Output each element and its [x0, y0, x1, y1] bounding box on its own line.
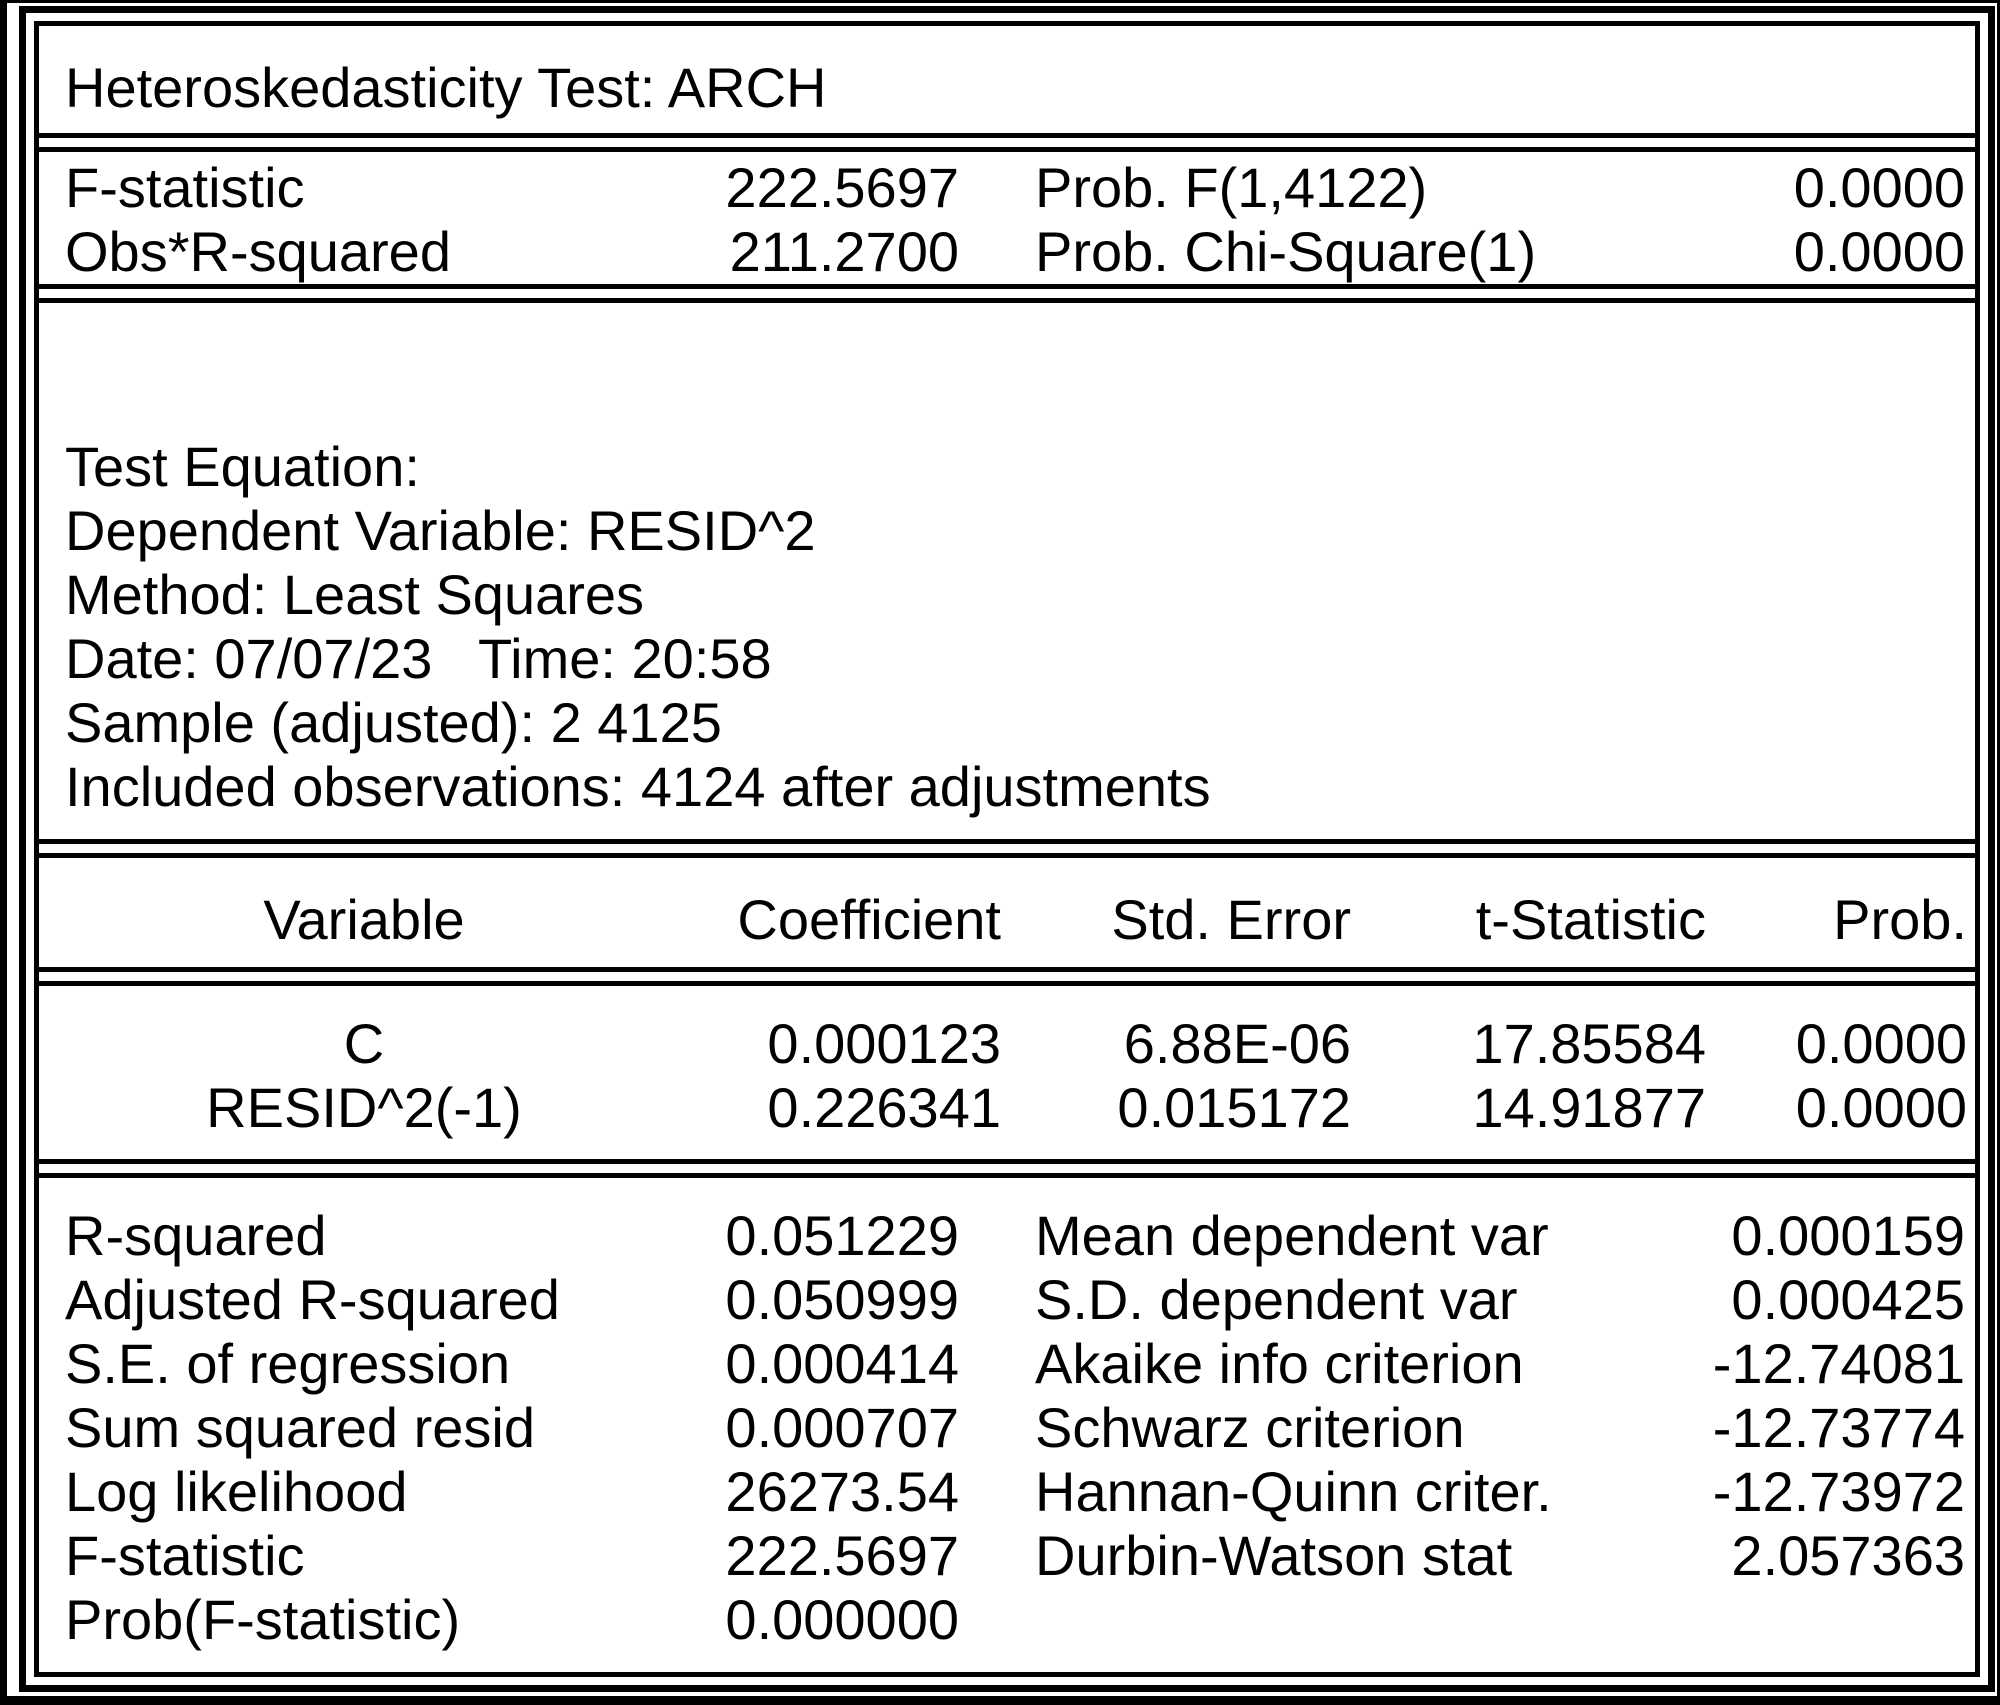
cell-std-error: 6.88E-06: [1123, 1012, 1351, 1075]
column-header-t-statistic: t-Statistic: [1475, 888, 1706, 951]
stat-label: Obs*R-squared: [65, 220, 451, 283]
stat-value: 0.050999: [725, 1268, 959, 1331]
top-summary-section: [39, 152, 1975, 284]
stat-value: 222.5697: [725, 156, 959, 219]
cell-std-error: 0.015172: [1117, 1076, 1351, 1139]
cell-prob: 0.0000: [1795, 1076, 1967, 1139]
stat-value: 0.0000: [1793, 220, 1965, 283]
scan-edge-bottom: [0, 1696, 2000, 1705]
table-row: [39, 1524, 1975, 1588]
column-header-prob: Prob.: [1833, 888, 1967, 951]
coefficient-table-header: [39, 858, 1975, 967]
table-row: [39, 1076, 1975, 1140]
column-header-std-error: Std. Error: [1111, 888, 1351, 951]
table-row: [39, 1204, 1975, 1268]
column-header-coefficient: Coefficient: [737, 888, 1001, 951]
stat-label: Prob. Chi-Square(1): [1035, 220, 1537, 283]
stat-value: 222.5697: [725, 1524, 959, 1587]
stat-value: -12.73972: [1712, 1460, 1965, 1523]
cell-variable: RESID^2(-1): [206, 1076, 522, 1139]
stat-label: Schwarz criterion: [1035, 1396, 1465, 1459]
stat-value: 0.000425: [1731, 1268, 1965, 1331]
stat-label: Adjusted R-squared: [65, 1268, 560, 1331]
stat-value: 0.000414: [725, 1332, 959, 1395]
test-equation-line: Date: 07/07/23 Time: 20:58: [65, 627, 772, 690]
test-equation-line: Method: Least Squares: [65, 563, 645, 626]
table-row: [39, 156, 1975, 220]
table-row: [39, 1588, 1975, 1652]
stat-value: 0.000707: [725, 1396, 959, 1459]
stat-value: 0.000000: [725, 1588, 959, 1651]
scan-edge-top: [0, 0, 2000, 3]
stat-value: -12.74081: [1712, 1332, 1965, 1395]
stat-label: Sum squared resid: [65, 1396, 536, 1459]
stat-value: 0.051229: [725, 1204, 959, 1267]
table-inner-frame: [34, 21, 1980, 1677]
stat-label: [959, 1588, 1559, 1652]
test-equation-line: Dependent Variable: RESID^2: [65, 499, 816, 562]
cell-t-statistic: 17.85584: [1472, 1012, 1706, 1075]
stat-value: -12.73774: [1712, 1396, 1965, 1459]
table-row: [39, 1332, 1975, 1396]
bottom-summary-section: [39, 1178, 1975, 1672]
cell-coefficient: 0.226341: [767, 1076, 1001, 1139]
coefficient-table-body: [39, 986, 1975, 1159]
table-title: Heteroskedasticity Test: ARCH: [65, 56, 827, 119]
stat-value: 0.000159: [1731, 1204, 1965, 1267]
stat-label: Prob. F(1,4122): [1035, 156, 1428, 219]
cell-prob: 0.0000: [1795, 1012, 1967, 1075]
stat-label: Hannan-Quinn criter.: [1035, 1460, 1552, 1523]
stat-label: Mean dependent var: [1035, 1204, 1549, 1267]
test-equation-section: [39, 303, 1975, 839]
table-outer-frame: [19, 6, 1995, 1692]
stat-value: 2.057363: [1731, 1524, 1965, 1587]
stat-label: Prob(F-statistic): [65, 1588, 461, 1651]
table-row: [39, 1268, 1975, 1332]
divider-below-test-equation: [39, 839, 1975, 858]
table-row: [39, 1396, 1975, 1460]
cell-t-statistic: 14.91877: [1472, 1076, 1706, 1139]
scan-edge-left: [0, 0, 7, 1705]
stat-value: [1559, 1588, 1975, 1652]
table-row: [39, 220, 1975, 284]
stat-label: Log likelihood: [65, 1460, 408, 1523]
stat-label: S.E. of regression: [65, 1332, 511, 1395]
stat-value: 0.0000: [1793, 156, 1965, 219]
stat-label: Akaike info criterion: [1035, 1332, 1524, 1395]
column-header-variable: Variable: [263, 888, 465, 951]
divider-below-coef-body: [39, 1159, 1975, 1178]
test-equation-line: Test Equation:: [65, 435, 420, 498]
stat-label: R-squared: [65, 1204, 327, 1267]
divider-below-top-summary: [39, 284, 1975, 303]
cell-coefficient: 0.000123: [767, 1012, 1001, 1075]
stat-label: F-statistic: [65, 1524, 305, 1587]
cell-variable: C: [343, 1012, 385, 1075]
stat-value: 211.2700: [729, 220, 959, 283]
stat-label: F-statistic: [65, 156, 305, 219]
table-row: [39, 1012, 1975, 1076]
table-row: [39, 1460, 1975, 1524]
stat-label: S.D. dependent var: [1035, 1268, 1518, 1331]
stat-label: Durbin-Watson stat: [1035, 1524, 1513, 1587]
test-equation-line: Sample (adjusted): 2 4125: [65, 691, 722, 754]
stat-value: 26273.54: [725, 1460, 959, 1523]
test-equation-line: Included observations: 4124 after adjustments: [65, 755, 1211, 818]
header-row: [39, 888, 1975, 952]
divider-below-coef-header: [39, 967, 1975, 986]
divider-below-title: [39, 133, 1975, 152]
